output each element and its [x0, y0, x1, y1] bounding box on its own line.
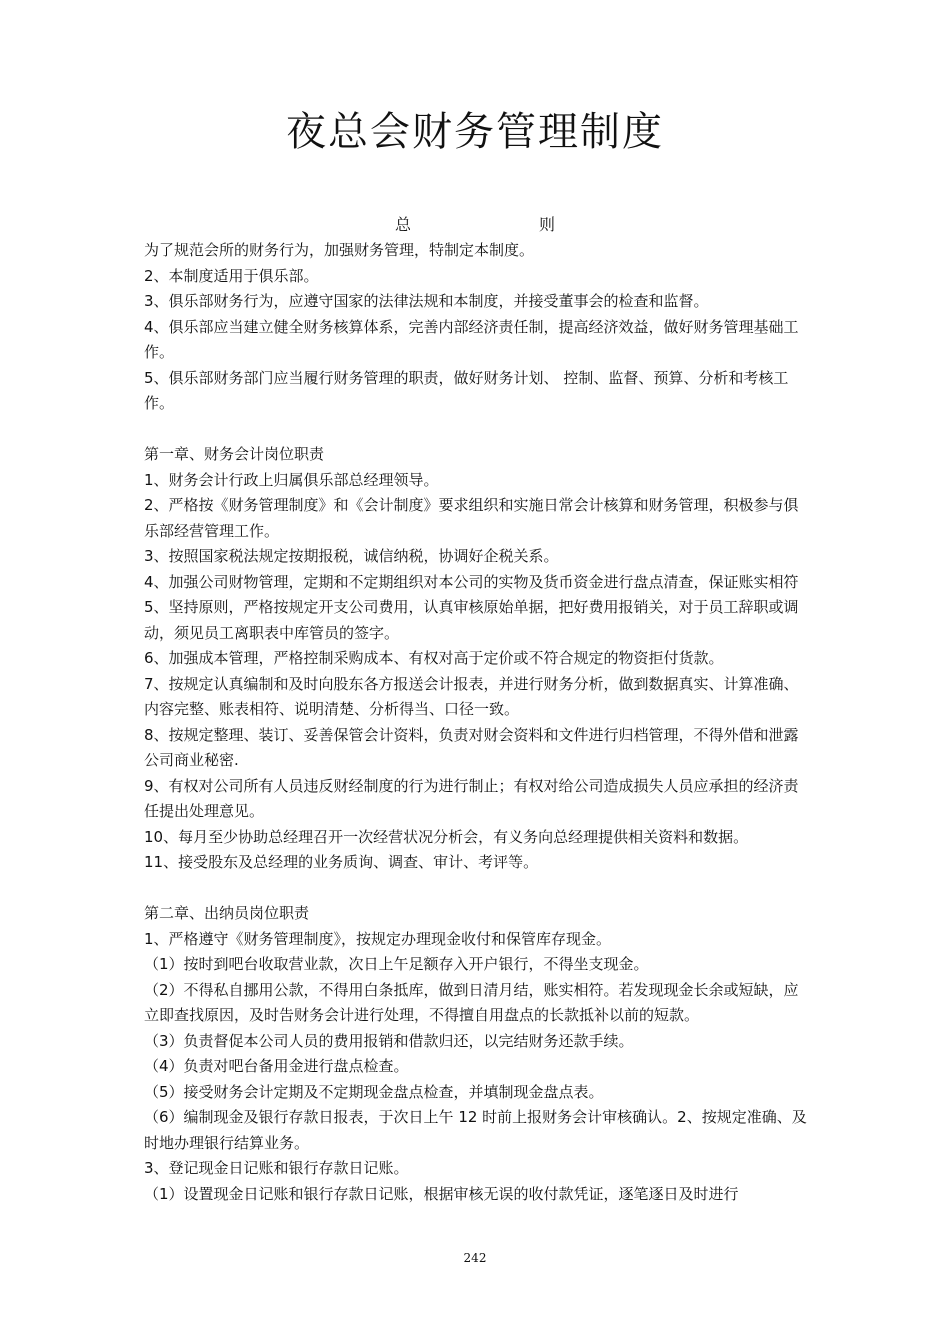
chapter-item: 11、接受股东及总经理的业务质询、调查、审计、考评等。: [144, 853, 539, 871]
general-paragraph: 4、俱乐部应当建立健全财务核算体系，完善内部经济责任制，提高经济效益，做好财务管理基础工作。: [144, 317, 799, 361]
chapter-item: 8、按规定整理、装订、妥善保管会计资料，负责对财会资料和文件进行归档管理，不得外借和泄露公司商业秘密.: [144, 725, 799, 769]
chapter-item: （3）负责督促本公司人员的费用报销和借款归还，以完结财务还款手续。: [144, 1031, 634, 1050]
general-heading-char-2: 则: [539, 215, 556, 234]
general-paragraph: 为了规范会所的财务行为，加强财务管理，特制定本制度。: [144, 241, 535, 259]
document-body: [144, 238, 810, 1207]
chapter-item: 6、加强成本管理，严格控制采购成本、有权对高于定价或不符合规定的物资拒付货款。: [144, 649, 724, 667]
paragraph-gap: [144, 417, 810, 443]
chapter-item: （4）负责对吧台备用金进行盘点检查。: [144, 1057, 409, 1075]
chapter-item: （1）按时到吧台收取营业款，次日上午足额存入开户银行，不得坐支现金。: [144, 955, 649, 973]
general-paragraph: 2、本制度适用于俱乐部。: [144, 266, 319, 285]
chapter-item: 3、登记现金日记账和银行存款日记账。: [144, 1159, 409, 1177]
chapter-item: 5、坚持原则，严格按规定开支公司费用，认真审核原始单据，把好费用报销关，对于员工辞职或调动，须见员工离职表中库管员的签字。: [144, 598, 799, 642]
chapter-heading: 第二章、出纳员岗位职责: [144, 904, 310, 922]
chapter-item: 1、严格遵守《财务管理制度》，按规定办理现金收付和保管库存现金。: [144, 929, 612, 948]
chapter-item: （2）不得私自挪用公款，不得用白条抵库，做到日清月结，账实相符。若发现现金长余或短缺，应立即查找原因，及时告财务会计进行处理，不得擅自用盘点的长款抵补以前的短款。: [144, 980, 799, 1024]
paragraph-gap: [144, 876, 810, 902]
chapter-item: 3、按照国家税法规定按期报税，诚信纳税，协调好企税关系。: [144, 547, 559, 565]
general-paragraph: 3、俱乐部财务行为，应遵守国家的法律法规和本制度，并接受董事会的检查和监督。: [144, 292, 709, 310]
chapter-item: （6）编制现金及银行存款日报表，于次日上午 12 时前上报财务会计审核确认。2、按规定准确、及时地办理银行结算业务。: [144, 1108, 807, 1152]
chapter-item: （5）接受财务会计定期及不定期现金盘点检查，并填制现金盘点表。: [144, 1082, 604, 1101]
page-number: 242: [463, 1251, 487, 1265]
chapter-item: 9、有权对公司所有人员违反财经制度的行为进行制止；有权对给公司造成损失人员应承担的经济责任提出处理意见。: [144, 776, 799, 820]
section-heading-general: [395, 212, 555, 238]
general-paragraph: 5、俱乐部财务部门应当履行财务管理的职责，做好财务计划、 控制、监督、预算、分析和考核工作。: [144, 368, 789, 412]
chapter-item: 10、每月至少协助总经理召开一次经营状况分析会，有义务向总经理提供相关资料和数据。: [144, 827, 749, 846]
chapter-item: （1）设置现金日记账和银行存款日记账，根据审核无误的收付款凭证，逐笔逐日及时进行: [144, 1184, 739, 1203]
chapter-item: 2、严格按《财务管理制度》和《会计制度》要求组织和实施日常会计核算和财务管理，积极参与俱乐部经营管理工作。: [144, 496, 799, 540]
document-title: 夜总会财务管理制度: [286, 109, 664, 155]
chapter-heading: 第一章、财务会计岗位职责: [144, 445, 325, 463]
chapter-item: 1、财务会计行政上归属俱乐部总经理领导。: [144, 470, 439, 489]
chapter-item: 4、加强公司财物管理，定期和不定期组织对本公司的实物及货币资金进行盘点清查，保证账实相符: [144, 572, 799, 591]
chapter-item: 7、按规定认真编制和及时向股东各方报送会计报表，并进行财务分析，做到数据真实、计算准确、内容完整、账表相符、说明清楚、分析得当、口径一致。: [144, 674, 799, 718]
general-heading-char-1: 总: [395, 215, 412, 234]
